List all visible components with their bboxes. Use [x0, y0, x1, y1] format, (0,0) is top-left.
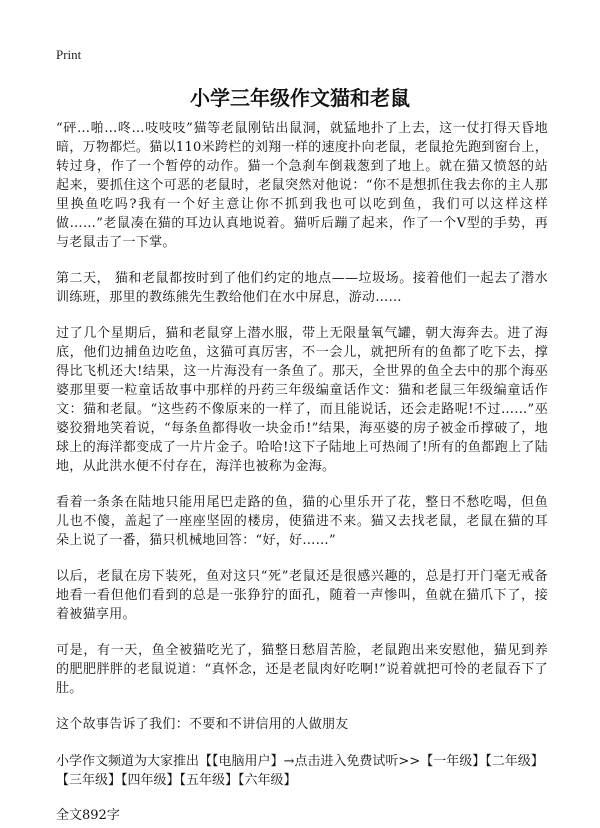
article-title: 小学三年级作文猫和老鼠	[190, 86, 410, 110]
paragraph-5: 以后，老鼠在房下装死，鱼对这只“死”老鼠还是很感兴趣的，总是打开门毫无戒备地看一看但他们看到的总是一张狰狞的面孔，随着一声惨叫，鱼就在猫爪下了，接着被猫享用。	[56, 569, 548, 622]
paragraph-1: “砰…啪…咚…吱吱吱”猫等老鼠刚钻出鼠洞，就猛地扑了上去，这一仗打得天昏地暗，万物都烂。猫以110米跨栏的刘翔一样的速度扑向老鼠，老鼠抢先跑到窗台上，转过身，作了一个暂停的动作。猫一个急刹车倒栽葱到了地上。就在猫又愤怒的站起来，要抓住这个可恶的老鼠时，老鼠突然对他说：“你不是想抓住我去你的主人那里换鱼吃吗?我有一个好主意让你不抓到我也可以吃到鱼，我们可以这样这样做……”老鼠凑在猫的耳边认真地说着。猫听后蹦了起来，作了一个V型的手势，再与老鼠击了一下掌。	[56, 121, 548, 250]
paragraph-3: 过了几个星期后，猫和老鼠穿上潜水服，带上无限量氧气罐，朝大海奔去。进了海底，他们边捕鱼边吃鱼，这猫可真厉害，不一会儿，就把所有的鱼都了吃下去，撑得比飞机还大!结果，这一片海没有一条鱼了。那天，全世界的鱼全去中的那个海巫婆那里要一粒童话故事中那样的丹药三年级编童话作文：猫和老鼠三年级编童话作文：猫和老鼠。“这些药不像原来的一样了，而且能说话，还会走路呢!不过……”巫婆狡猾地笑着说，“每条鱼都得收一块金币!”结果，海巫婆的房子被金币撑破了，地球上的海洋都变成了一片片金子。哈哈!这下子陆地上可热闹了!所有的鱼都跑上了陆地，从此洪水便不付存在，海洋也被称为金海。	[56, 326, 548, 474]
print-link[interactable]: Print	[56, 47, 82, 62]
moral-paragraph: 这个故事告诉了我们：不要和不讲信用的人做朋友	[56, 717, 349, 732]
link-free-trial[interactable]: →点击进入免费试听>>	[283, 754, 421, 769]
link-grade-2[interactable]: 【二年级】	[485, 754, 544, 769]
channel-promo	[56, 752, 548, 790]
paragraph-4: 看着一条条在陆地只能用尾巴走路的鱼，猫的心里乐开了花，整日不愁吃喝，但鱼儿也不傻，盖起了一座座坚固的楼房，使猫进不来。猫又去找老鼠，老鼠在猫的耳朵上说了一番，猫只机械地回答：“好，好……”	[56, 495, 548, 548]
article-body	[56, 119, 548, 825]
link-computer-users[interactable]: 【电脑用户】	[212, 754, 284, 769]
promo-intro: 小学作文频道为大家推出【	[56, 754, 213, 769]
link-grade-3[interactable]: 【三年级】	[56, 773, 122, 788]
paragraph-2: 第二天， 猫和老鼠都按时到了他们约定的地点——垃圾场。接着他们一起去了潜水训练班，那里的教练熊先生教给他们在水中屏息，游动……	[56, 271, 548, 305]
paragraph-6: 可是，有一天，鱼全被猫吃光了，猫整日愁眉苦脸，老鼠跑出来安慰他，猫见到养的肥肥胖胖的老鼠说道：“真怀念，还是老鼠肉好吃啊!”说着就把可怜的老鼠吞下了肚。	[56, 643, 548, 696]
link-grade-5[interactable]: 【五年级】	[179, 773, 239, 788]
link-grade-4[interactable]: 【四年级】	[121, 773, 180, 788]
link-grade-6[interactable]: 【六年级】	[238, 773, 297, 788]
word-count: 全文892字	[56, 808, 120, 823]
link-grade-1[interactable]: 【一年级】	[420, 754, 486, 769]
